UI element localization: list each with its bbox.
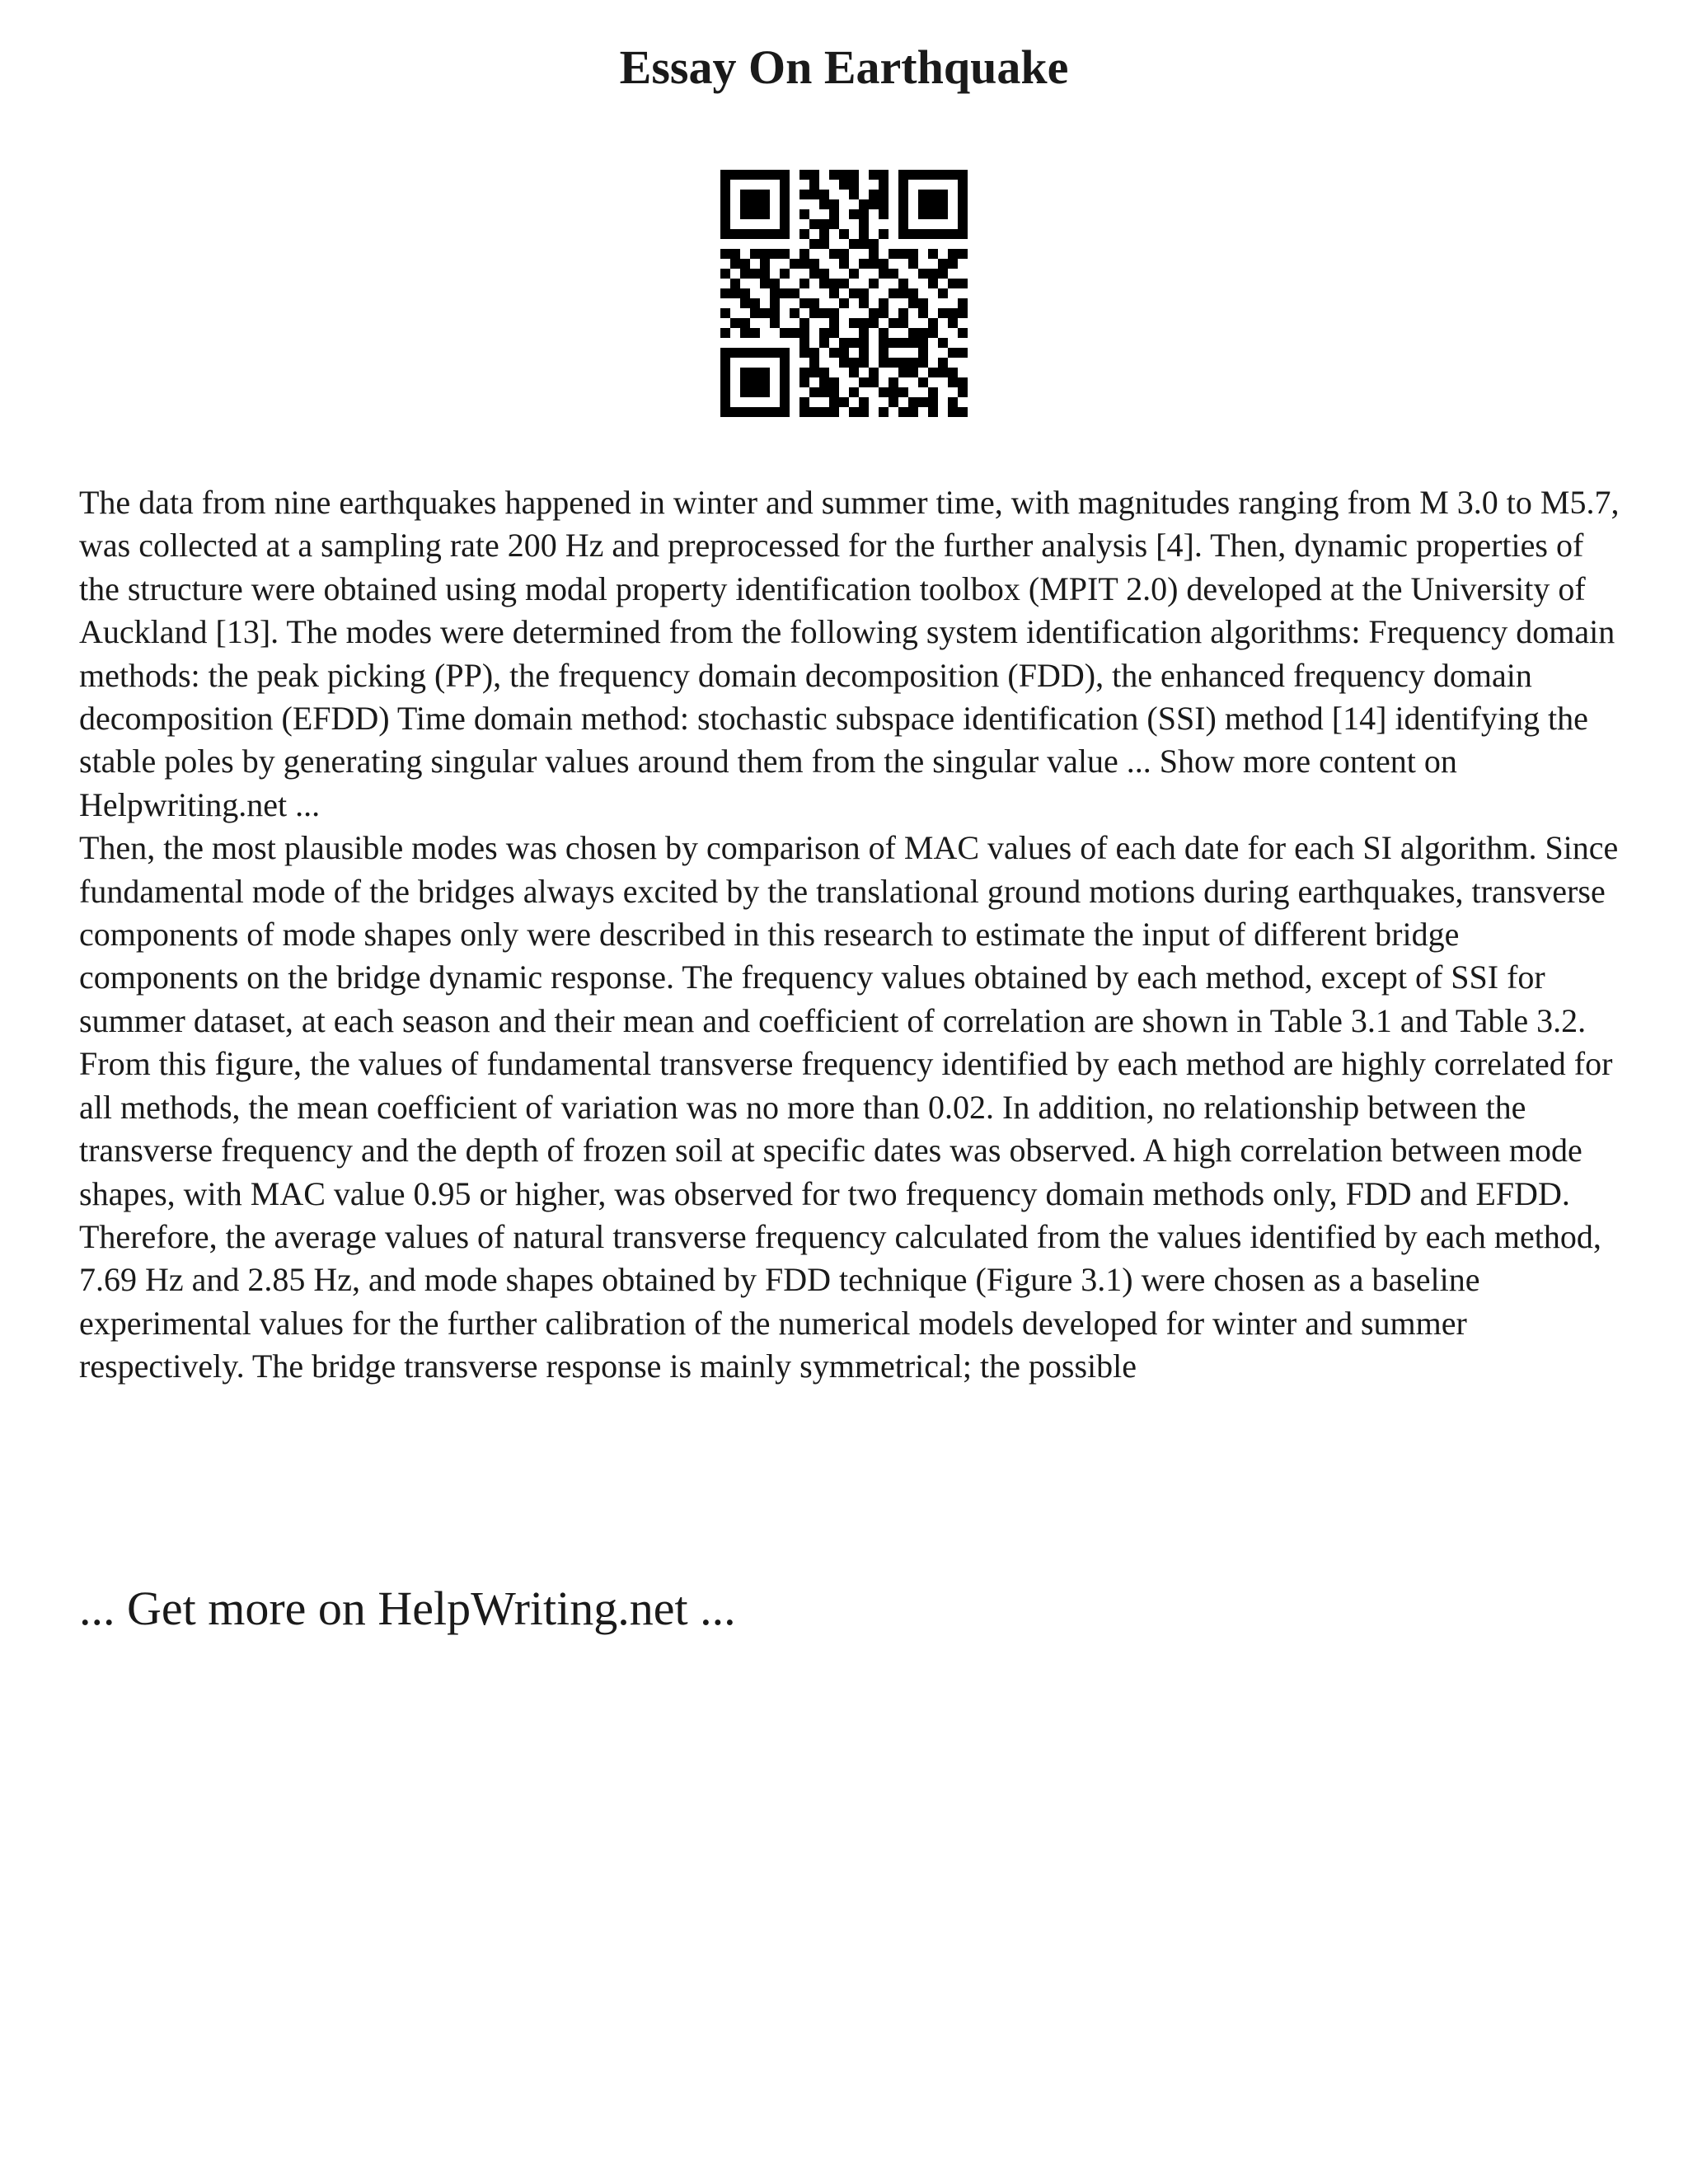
paragraph-1: The data from nine earthquakes happened in winter and summer time, with magnitudes ranging from M 3.0 to M5.7, was collected at a sampling rate 200 Hz and preprocessed for the further analysis [4]. Then, dynamic properties of the structure were obtained using modal property identification toolbox (MPIT 2.0) developed at the University of Auckland [13]. The modes were determined from the following system identification algorithms: Frequency domain methods: the peak picking (PP), the frequency domain decomposition (FDD), the enhanced frequency domain decomposition (EFDD) Time domain method: stochastic subspace identification (SSI) method [14] identifying the stable poles by generating singular values around them from the singular value ... Show more content on Helpwriting.net ... xyxy=(79,484,1620,823)
qr-code-graphic xyxy=(720,170,968,417)
essay-body xyxy=(79,481,1620,1389)
page-title: Essay On Earthquake xyxy=(619,40,1069,94)
qr-code-icon xyxy=(720,170,968,417)
get-more-link[interactable]: ... Get more on HelpWriting.net ... xyxy=(79,1582,736,1635)
paragraph-2: Then, the most plausible modes was chosen by comparison of MAC values of each date for each SI algorithm. Since fundamental mode of the bridges always excited by the translational ground motions during earthquakes, transverse components of mode shapes only were described in this research to estimate the input of different bridge components on the bridge dynamic response. The frequency values obtained by each method, except of SSI for summer dataset, at each season and their mean and coefficient of correlation are shown in Table 3.1 and Table 3.2. From this figure, the values of fundamental transverse frequency identified by each method are highly correlated for all methods, the mean coefficient of variation was no more than 0.02. In addition, no relationship between the transverse frequency and the depth of frozen soil at specific dates was observed. A high correlation between mode shapes, with MAC value 0.95 or higher, was observed for two frequency domain methods only, FDD and EFDD. Therefore, the average values of natural transverse frequency calculated from the values identified by each method, 7.69 Hz and 2.85 Hz, and mode shapes obtained by FDD technique (Figure 3.1) were chosen as a baseline experimental values for the further calibration of the numerical models developed for winter and summer respectively. The bridge transverse response is mainly symmetrical; the possible xyxy=(79,829,1619,1385)
